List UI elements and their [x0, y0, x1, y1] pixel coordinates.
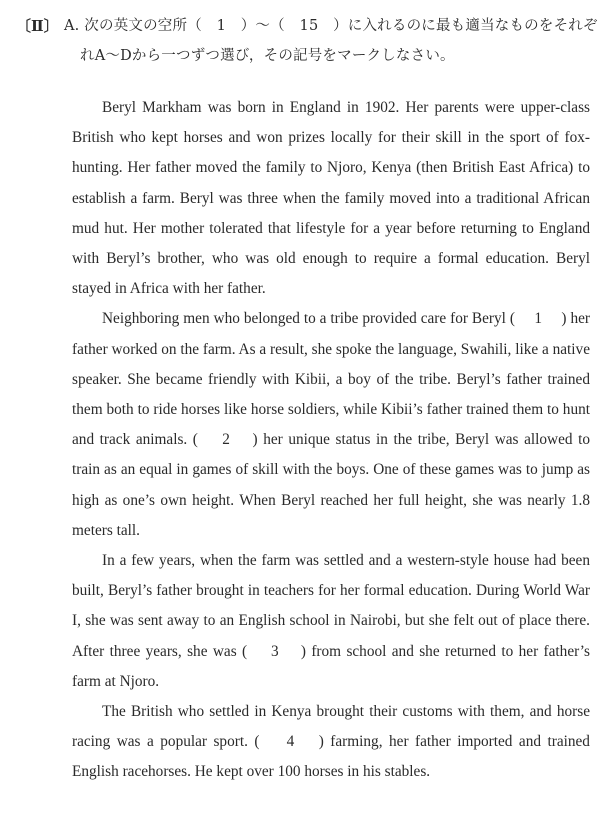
paragraph-text: The British who settled in Kenya brought their customs with them, and horse racing was a popular sport.: [72, 703, 590, 751]
blank-3: ( 3 ): [242, 642, 306, 660]
paragraph-text: her father worked on the farm. As a result, she spoke the language, Swahili, like a native speaker. She became friendly with Kibii, a boy of the tribe. Beryl’s father trained them both to ride horses like horse soldiers, while Kibii’s father trained them to hunt and track animals.: [72, 310, 590, 449]
paragraph-1: [72, 93, 590, 304]
instruction-line-1: A. 次の英文の空所（ 1 ）～（ 15 ）に入れるのに最も適当なものをそれぞ: [64, 18, 598, 34]
paragraph-2: [72, 304, 590, 546]
instruction-line-2: れA～Dから一つずつ選び，その記号をマークしなさい。: [80, 48, 455, 64]
paragraph-text: In a few years, when the farm was settled and a western-style house had been built, Beryl’s father brought in teachers for her formal education. During World War I, she was sent away to an English school in Nairobi, but she felt out of place there. After three years, she was: [72, 552, 590, 660]
paragraph-text: Beryl Markham was born in England in 1902. Her parents were upper-class British who kept horses and won prizes locally for their skill in the sport of fox-hunting. Her father moved the family to Njoro, Kenya (then British East Africa) to establish a farm. Beryl was three when the family moved into a traditional African mud hut. Her mother tolerated that lifestyle for a year before returning to England with Beryl’s brother, who was old enough to require a formal education. Beryl stayed in Africa with her father.: [72, 99, 590, 298]
section-marker: 〔Ⅱ〕: [16, 17, 59, 35]
paragraph-3: [72, 546, 590, 697]
paragraph-4: [72, 697, 590, 788]
blank-4: ( 4 ): [254, 733, 324, 751]
paragraph-text: Neighboring men who belonged to a tribe provided care for Beryl: [102, 310, 510, 328]
paragraph-text: farming, her father imported and trained English racehorses. He kept over 100 horses in his stables.: [72, 733, 590, 781]
paragraph-text: from school and she returned to her father’s farm at Njoro.: [72, 642, 590, 690]
paragraph-text: her unique status in the tribe, Beryl was allowed to train as an equal in games of skill with the boys. One of these games was to jump as high as one’s own height. When Beryl reached her full height, she was nearly 1.8 meters tall.: [72, 431, 590, 539]
blank-2: ( 2 ): [192, 431, 258, 449]
blank-1: ( 1 ): [509, 310, 567, 328]
passage: [72, 93, 590, 788]
